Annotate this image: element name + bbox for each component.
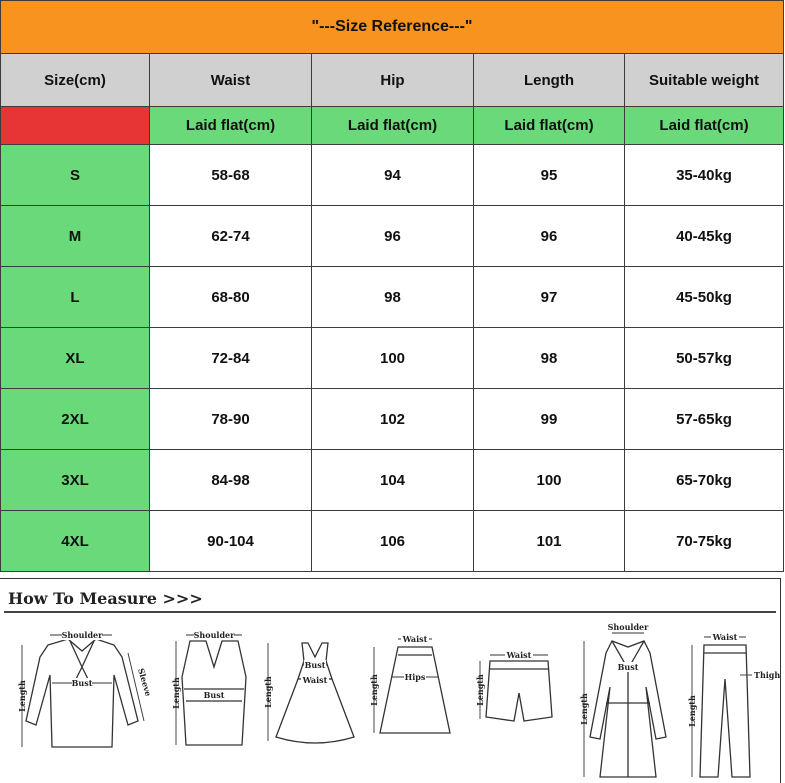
size-label: M <box>1 206 150 267</box>
waist-value: 68-80 <box>150 267 312 328</box>
bust-label: Bust <box>304 660 326 670</box>
hip-value: 100 <box>312 328 474 389</box>
table-row <box>1 511 784 572</box>
hip-value: 104 <box>312 450 474 511</box>
hip-value: 106 <box>312 511 474 572</box>
waist-value: 62-74 <box>150 206 312 267</box>
waist-label: Waist <box>712 632 738 642</box>
subheader-waist: Laid flat(cm) <box>150 107 312 145</box>
shorts-diagram <box>475 650 552 721</box>
length-value: 99 <box>474 389 625 450</box>
size-label: XL <box>1 328 150 389</box>
length-value: 96 <box>474 206 625 267</box>
length-value: 101 <box>474 511 625 572</box>
size-label: L <box>1 267 150 328</box>
length-value: 100 <box>474 450 625 511</box>
thigh-label: Thigh <box>754 670 780 680</box>
trousers-diagram <box>687 632 780 777</box>
weight-value: 45-50kg <box>625 267 784 328</box>
size-label: 2XL <box>1 389 150 450</box>
waist-label: Waist <box>506 650 532 660</box>
length-label: Length <box>17 680 27 712</box>
hip-value: 96 <box>312 206 474 267</box>
waist-label: Waist <box>402 634 428 644</box>
table-row <box>1 145 784 206</box>
waist-label: Waist <box>302 675 328 685</box>
how-to-measure-title: How To Measure >>> <box>8 589 203 608</box>
weight-value: 65-70kg <box>625 450 784 511</box>
subheader-length: Laid flat(cm) <box>474 107 625 145</box>
skirt-diagram <box>369 634 450 733</box>
header-suitable-weight: Suitable weight <box>625 54 784 107</box>
bust-label: Bust <box>203 690 225 700</box>
waist-value: 72-84 <box>150 328 312 389</box>
length-label: Length <box>475 674 485 706</box>
weight-value: 40-45kg <box>625 206 784 267</box>
length-value: 97 <box>474 267 625 328</box>
how-to-measure-section <box>0 578 781 783</box>
header-size: Size(cm) <box>1 54 150 107</box>
waist-value: 58-68 <box>150 145 312 206</box>
weight-value: 57-65kg <box>625 389 784 450</box>
table-row <box>1 267 784 328</box>
shorts-icon <box>486 661 552 721</box>
coat-diagram <box>579 622 666 777</box>
title-divider <box>4 611 776 613</box>
hips-label: Hips <box>404 672 426 682</box>
table-title: "---Size Reference---" <box>1 1 784 54</box>
table-row <box>1 206 784 267</box>
weight-value: 70-75kg <box>625 511 784 572</box>
size-label: 3XL <box>1 450 150 511</box>
hip-value: 102 <box>312 389 474 450</box>
size-label: S <box>1 145 150 206</box>
weight-value: 35-40kg <box>625 145 784 206</box>
length-label: Length <box>579 693 589 725</box>
hip-value: 98 <box>312 267 474 328</box>
waist-value: 84-98 <box>150 450 312 511</box>
length-value: 98 <box>474 328 625 389</box>
skirt-icon <box>380 647 450 733</box>
hip-value: 94 <box>312 145 474 206</box>
subheader-weight: Laid flat(cm) <box>625 107 784 145</box>
bust-label: Bust <box>71 678 93 688</box>
table-row <box>1 389 784 450</box>
shoulder-label: Shoulder <box>193 630 235 640</box>
size-label: 4XL <box>1 511 150 572</box>
waist-value: 90-104 <box>150 511 312 572</box>
subheader-hip: Laid flat(cm) <box>312 107 474 145</box>
subheader-row <box>1 107 784 145</box>
length-label: Length <box>263 676 273 708</box>
table-row <box>1 450 784 511</box>
blouse-icon <box>26 639 138 747</box>
header-hip: Hip <box>312 54 474 107</box>
length-label: Length <box>687 695 697 727</box>
header-waist: Waist <box>150 54 312 107</box>
garment-diagrams <box>0 617 780 783</box>
blouse-diagram <box>17 630 154 747</box>
dress-diagram <box>263 643 354 743</box>
tank-top-diagram <box>171 630 246 745</box>
weight-value: 50-57kg <box>625 328 784 389</box>
sleeve-label: Sleeve <box>136 666 154 698</box>
subheader-corner <box>1 107 150 145</box>
waist-value: 78-90 <box>150 389 312 450</box>
length-value: 95 <box>474 145 625 206</box>
header-length: Length <box>474 54 625 107</box>
bust-label: Bust <box>617 662 639 672</box>
shoulder-label: Shoulder <box>61 630 103 640</box>
table-row <box>1 328 784 389</box>
trousers-icon <box>700 645 750 777</box>
length-label: Length <box>369 674 379 706</box>
shoulder-label: Shoulder <box>607 622 649 632</box>
length-label: Length <box>171 677 181 709</box>
header-row <box>1 54 784 107</box>
